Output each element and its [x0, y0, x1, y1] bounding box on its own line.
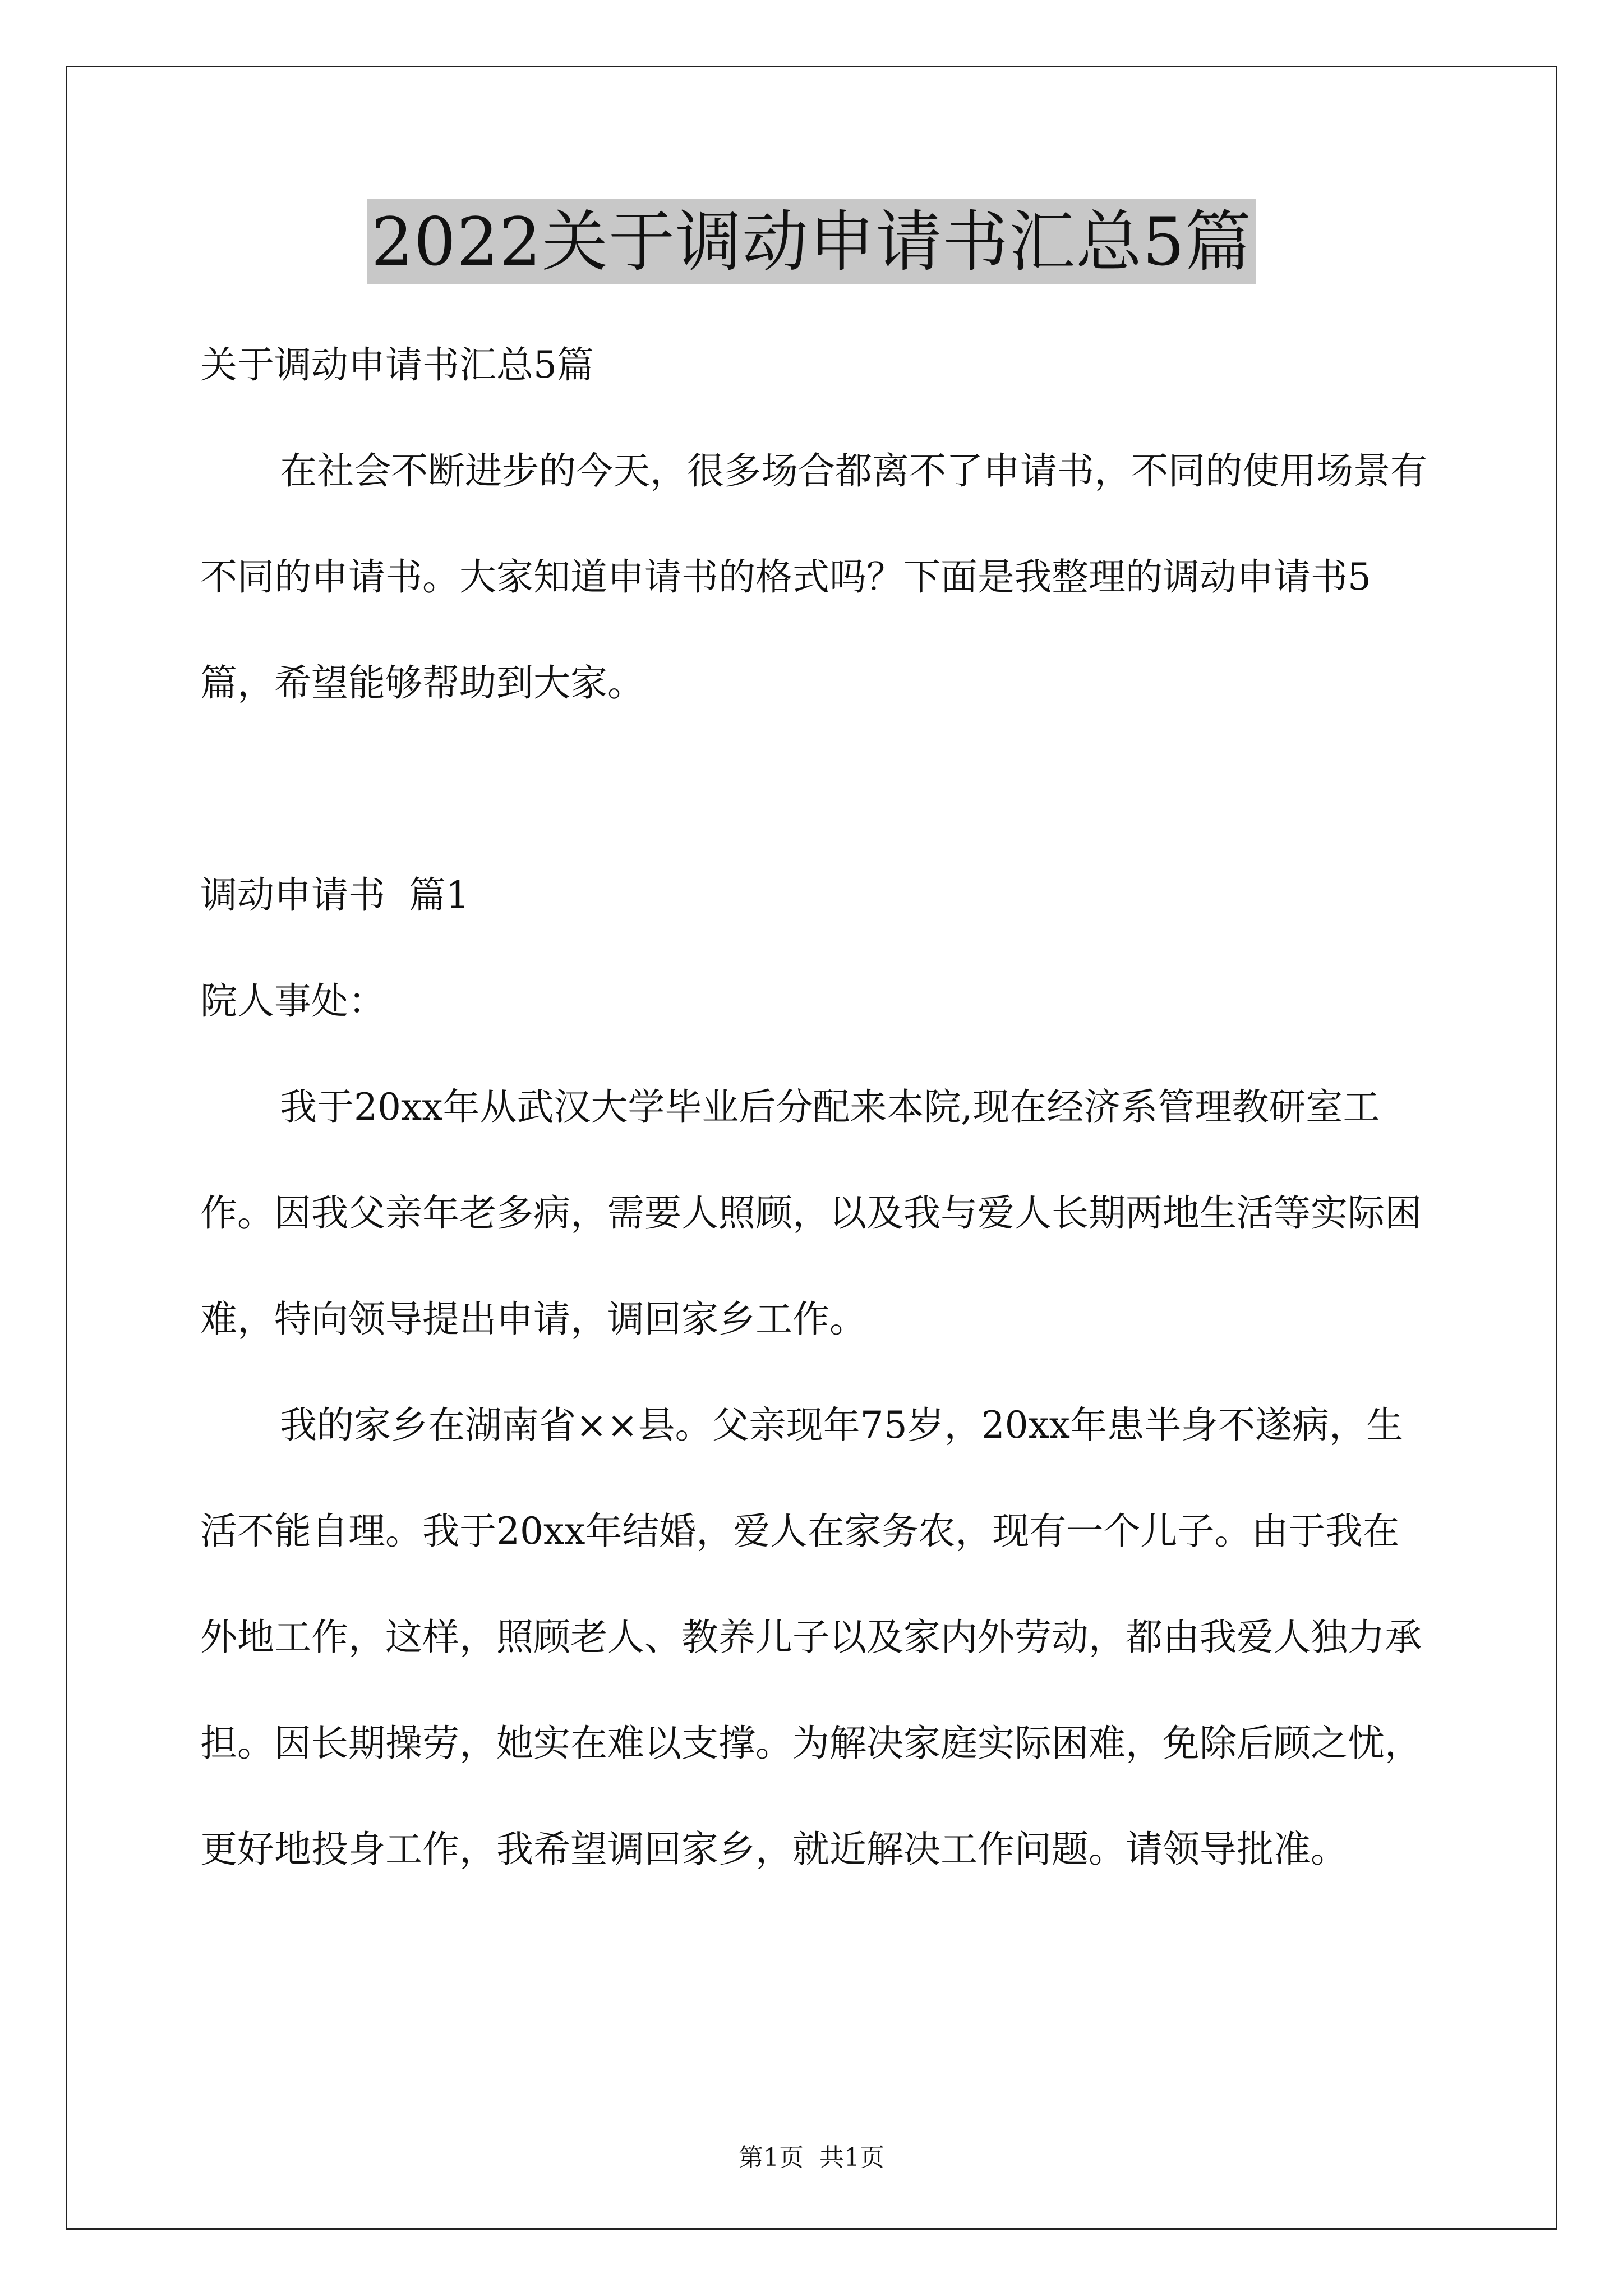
section-heading: 调动申请书 篇1 — [200, 873, 469, 917]
document-subtitle: 关于调动申请书汇总5篇 — [200, 343, 594, 386]
document-body — [200, 312, 1434, 1902]
salutation: 院人事处： — [200, 979, 385, 1023]
document-title: 2022关于调动申请书汇总5篇 — [367, 199, 1256, 284]
page-footer — [0, 2137, 1623, 2173]
page-number: 第1页 共1页 — [739, 2143, 884, 2172]
title-container — [0, 199, 1623, 284]
body-paragraph-1: 我于20xx年从武汉大学毕业后分配来本院,现在经济系管理教研室工作。因我父亲年老多病，需要人照顾，以及我与爱人长期两地生活等实际困难，特向领导提出申请，调回家乡工作。 — [200, 1085, 1422, 1341]
intro-paragraph: 在社会不断进步的今天，很多场合都离不了申请书，不同的使用场景有不同的申请书。大家知道申请书的格式吗？下面是我整理的调动申请书5篇，希望能够帮助到大家。 — [200, 449, 1427, 705]
body-paragraph-2: 我的家乡在湖南省××县。父亲现年75岁，20xx年患半身不遂病，生活不能自理。我于20xx年结婚，爱人在家务农，现有一个儿子。由于我在外地工作，这样，照顾老人、教养儿子以及家内外劳动，都由我爱人独力承担。因长期操劳，她实在难以支撑。为解决家庭实际困难，免除后顾之忧，更好地投身工作，我希望调回家乡，就近解决工作问题。请领导批准。 — [200, 1404, 1422, 1871]
